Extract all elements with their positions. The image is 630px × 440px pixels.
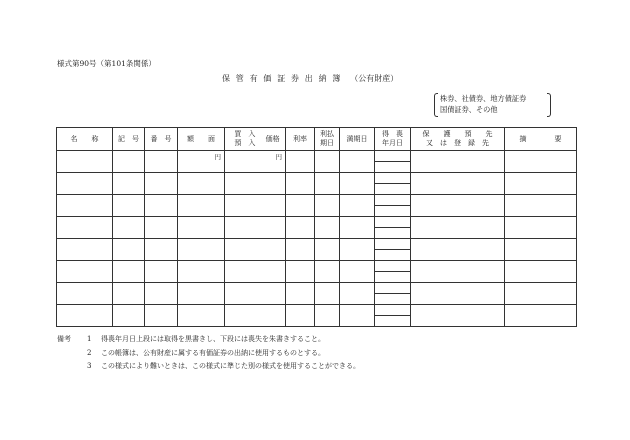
table-row [57, 239, 577, 261]
securities-type-box [434, 93, 551, 117]
notes-label: 備考 [57, 335, 71, 343]
cell-code[interactable] [113, 151, 145, 173]
header-code: 記 号 [113, 128, 145, 151]
note-number: 3 [87, 362, 92, 370]
face-value-unit: 円 [214, 153, 221, 161]
note-item [57, 347, 360, 361]
note-item [57, 333, 360, 347]
left-bracket [434, 93, 438, 117]
right-bracket [547, 93, 551, 117]
cell-maturity[interactable] [340, 151, 375, 173]
note-number: 1 [87, 335, 92, 343]
securities-ledger-table [56, 127, 577, 327]
cell-number[interactable] [145, 151, 178, 173]
cell-interest-rate[interactable] [286, 151, 315, 173]
cell-acquisition-loss-date[interactable] [375, 151, 411, 173]
header-face-value: 額 面 [178, 128, 225, 151]
title-text: 保管有価証券出納簿 [222, 74, 347, 83]
cell-name[interactable] [57, 151, 113, 173]
header-number: 番 号 [145, 128, 178, 151]
header-remarks: 摘 要 [505, 128, 577, 151]
securities-type-line-2: 国債証券、その他 [440, 105, 498, 114]
table-row [57, 173, 577, 195]
price-unit: 円 [275, 153, 282, 161]
title-note: （公有財産） [350, 74, 399, 83]
header-custody: 保 護 預 先 又 は 登 録 先 [411, 128, 505, 151]
cell-custody[interactable] [411, 151, 505, 173]
cell-purchase-price[interactable] [225, 151, 286, 173]
note-number: 2 [87, 348, 92, 357]
securities-type-line-1: 株券、社債券、地方債証券 [440, 94, 527, 103]
table-row [57, 195, 577, 217]
header-interest-rate: 利率 [286, 128, 315, 151]
table-row [57, 305, 577, 327]
header-maturity: 満期日 [340, 128, 375, 151]
header-purchase-price: 買 入 預 入 価格 [225, 128, 286, 151]
form-number: 様式第90号（第101条関係） [57, 59, 156, 68]
note-text: 得喪年月日上段には取得を黒書きし、下段には喪失を朱書きすること。 [101, 335, 325, 343]
header-interest-date: 利払 期日 [315, 128, 340, 151]
header-name: 名 称 [57, 128, 113, 151]
page-title [222, 73, 398, 84]
header-row [57, 128, 577, 151]
notes-section [57, 333, 360, 374]
cell-interest-date[interactable] [315, 151, 340, 173]
table-row [57, 151, 577, 173]
table-row [57, 217, 577, 239]
table-row [57, 261, 577, 283]
note-text: この帳簿は、公有財産に属する有価証券の出納に使用するものとする。 [101, 348, 325, 357]
note-item [57, 360, 360, 374]
note-text: この様式により難いときは、この様式に準じた別の様式を使用することができる。 [101, 362, 360, 370]
table-row [57, 283, 577, 305]
cell-face-value[interactable] [178, 151, 225, 173]
cell-remarks[interactable] [505, 151, 577, 173]
header-acquisition-loss-date: 得 喪 年月日 [375, 128, 411, 151]
